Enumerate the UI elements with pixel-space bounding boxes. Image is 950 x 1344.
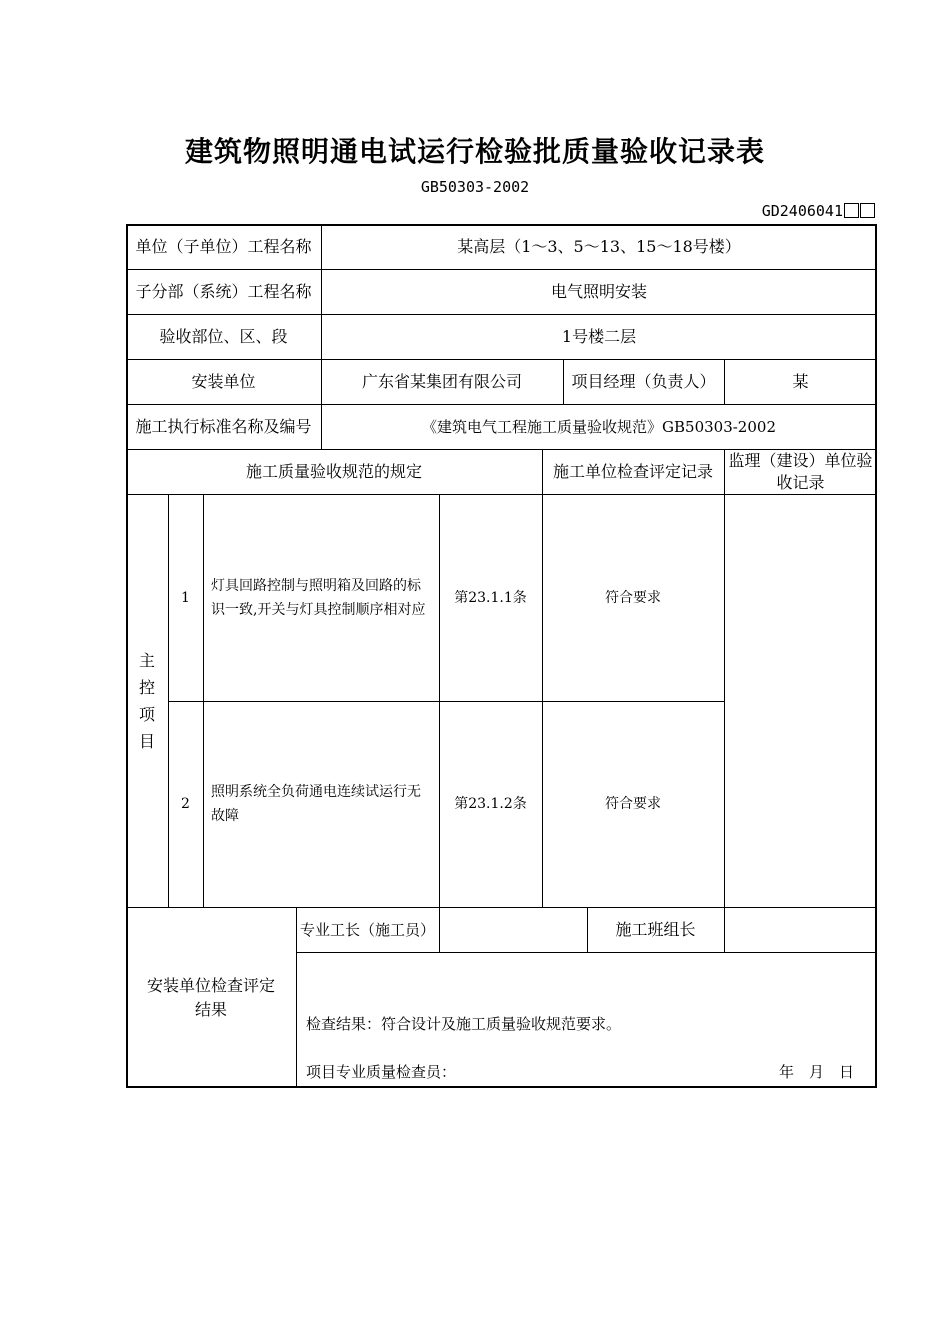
form-code-text: GD2406041 bbox=[761, 202, 843, 220]
row-divider bbox=[296, 952, 877, 953]
inspection-part-value: 1号楼二层 bbox=[561, 326, 637, 346]
standard-label: 施工执行标准名称及编号 bbox=[135, 416, 312, 436]
record-header: 施工单位检查评定记录 bbox=[552, 461, 713, 481]
result-label: 安装单位检查评定结果 bbox=[146, 975, 275, 1019]
page-title: 建筑物照明通电试运行检验批质量验收记录表 bbox=[184, 135, 765, 168]
install-unit-label: 安装单位 bbox=[191, 371, 256, 391]
main-control-char: 目 bbox=[138, 731, 155, 751]
item-no: 2 bbox=[181, 796, 190, 812]
col-divider bbox=[724, 449, 725, 907]
date-label: 年 月 日 bbox=[778, 1063, 854, 1081]
item-desc: 灯具回路控制与照明箱及回路的标识一致,开关与灯具控制顺序相对应 bbox=[211, 577, 426, 618]
spec-header: 施工质量验收规范的规定 bbox=[245, 461, 422, 481]
supervision-header: 监理（建设）单位验收记录 bbox=[728, 450, 873, 492]
conclusion-text: 检查结果：符合设计及施工质量验收规范要求。 bbox=[306, 1015, 622, 1033]
main-control-char: 项 bbox=[138, 704, 155, 724]
foreman-value[interactable] bbox=[439, 907, 587, 952]
standard-value: 《建筑电气工程施工质量验收规范》GB50303-2002 bbox=[422, 417, 776, 436]
item-no: 1 bbox=[181, 589, 190, 606]
team-leader-label: 施工班组长 bbox=[615, 919, 696, 939]
team-leader-value[interactable] bbox=[724, 907, 877, 952]
main-control-label bbox=[126, 494, 168, 907]
checkbox-icon bbox=[860, 203, 875, 218]
foreman-label: 专业工长（施工员） bbox=[299, 920, 435, 939]
inspection-part-label: 验收部位、区、段 bbox=[159, 326, 288, 346]
main-control-char: 主 bbox=[138, 650, 155, 670]
form-code bbox=[762, 202, 875, 220]
item-result: 符合要求 bbox=[605, 589, 661, 606]
item-clause: 第23.1.2条 bbox=[454, 796, 527, 812]
unit-project-label: 单位（子单位）工程名称 bbox=[135, 236, 312, 256]
manager-label: 项目经理（负责人） bbox=[571, 371, 716, 391]
item-result: 符合要求 bbox=[605, 796, 661, 812]
inspection-table bbox=[126, 224, 877, 1088]
item-desc: 照明系统全负荷通电连续试运行无故障 bbox=[211, 784, 421, 824]
standard-code: GB50303-2002 bbox=[420, 178, 530, 196]
install-unit-value: 广东省某集团有限公司 bbox=[361, 371, 522, 391]
sub-project-label: 子分部（系统）工程名称 bbox=[135, 281, 312, 301]
sub-project-value: 电气照明安装 bbox=[550, 281, 647, 301]
checkbox-icon bbox=[844, 203, 859, 218]
main-control-char: 控 bbox=[138, 677, 155, 697]
manager-value: 某 bbox=[792, 371, 809, 391]
unit-project-value: 某高层（1～3、5～13、15～18号楼） bbox=[457, 236, 741, 256]
item-clause: 第23.1.1条 bbox=[454, 589, 527, 606]
inspector-label: 项目专业质量检查员： bbox=[306, 1063, 457, 1081]
